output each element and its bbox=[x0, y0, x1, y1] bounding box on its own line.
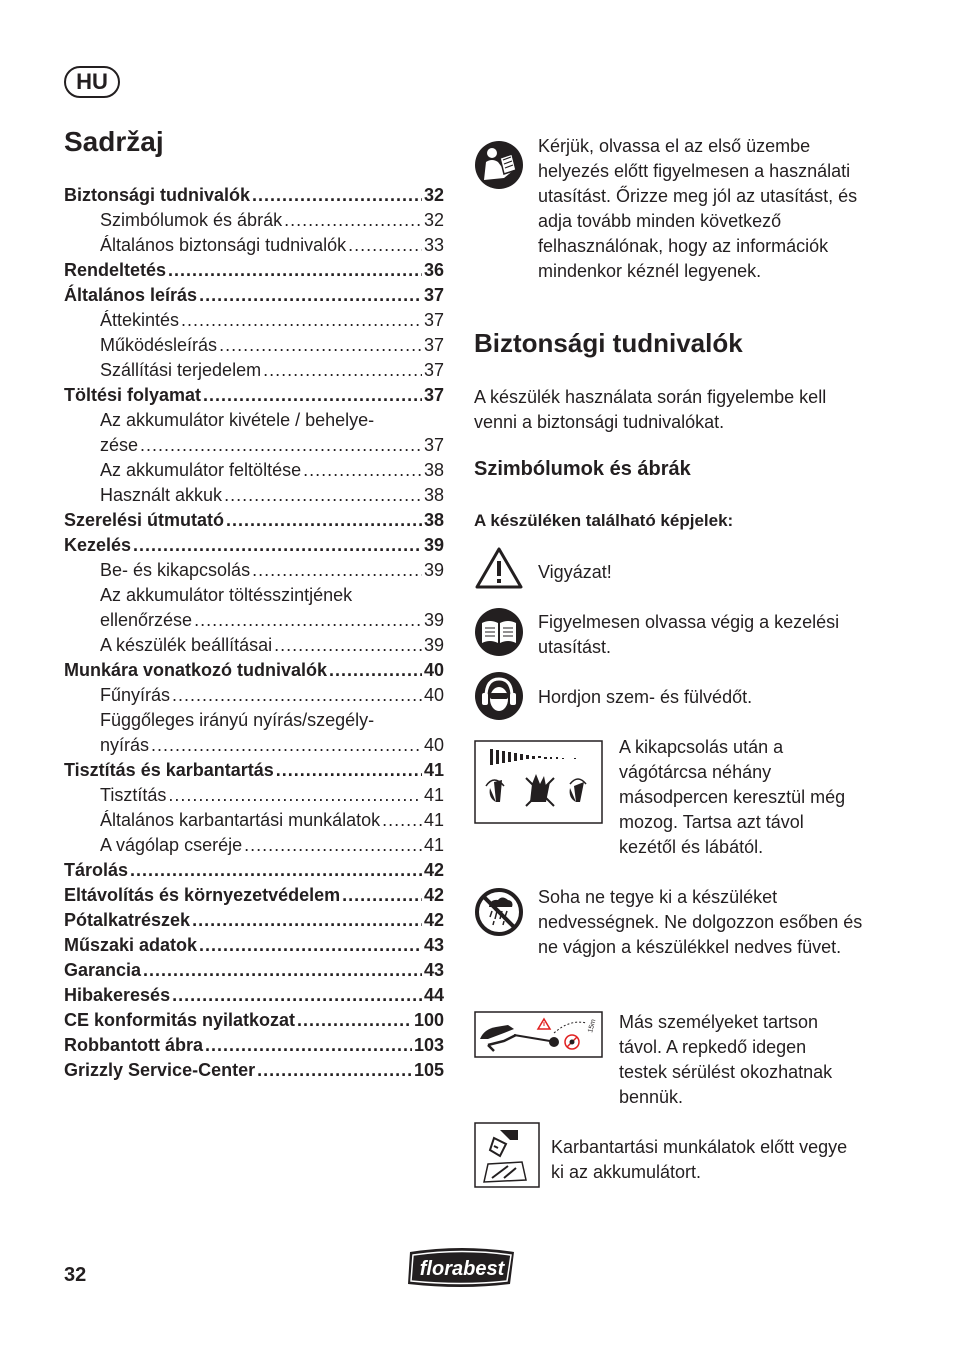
toc-item-page: 100 bbox=[413, 1010, 444, 1030]
toc-leader-dots bbox=[168, 783, 422, 808]
toc-item[interactable] bbox=[64, 958, 444, 983]
toc-item-page: 43 bbox=[423, 960, 444, 980]
toc-item-page: 41 bbox=[423, 835, 444, 855]
toc-item-page: 103 bbox=[413, 1035, 444, 1055]
read-manual-icon bbox=[474, 140, 524, 190]
toc-item-label: Rendeltetés bbox=[64, 260, 167, 280]
symbol-text: Más személyeket tartson távol. A repkedő idegen testek sérülést okozhatnak bennük. bbox=[619, 1012, 833, 1107]
toc-item-label: A vágólap cseréje bbox=[100, 835, 243, 855]
toc-leader-dots bbox=[219, 333, 422, 358]
toc-item[interactable] bbox=[64, 933, 444, 958]
toc-leader-dots bbox=[130, 858, 422, 883]
symbol-text: Karbantartási munkálatok előtt vegye ki az akkumulátort. bbox=[551, 1137, 848, 1182]
toc-item-label: Garancia bbox=[64, 960, 142, 980]
book-icon bbox=[474, 607, 524, 657]
toc-leader-dots bbox=[172, 683, 422, 708]
toc-item[interactable] bbox=[64, 808, 444, 833]
toc-leader-dots bbox=[263, 358, 422, 383]
toc-item[interactable] bbox=[64, 883, 444, 908]
toc-item-page: 40 bbox=[423, 685, 444, 705]
florabest-logo bbox=[406, 1246, 518, 1288]
toc-item-label: Függőleges irányú nyírás/szegély- bbox=[100, 710, 375, 730]
toc-leader-dots bbox=[151, 733, 422, 758]
toc-item[interactable] bbox=[64, 983, 444, 1008]
toc-item-label: Szállítási terjedelem bbox=[100, 360, 262, 380]
toc-leader-dots bbox=[203, 383, 422, 408]
section-text: A készülék használata során figyelembe kell venni a biztonsági tudnivalókat. bbox=[474, 387, 827, 432]
toc-item[interactable] bbox=[64, 1008, 444, 1033]
toc-item-page: 39 bbox=[423, 635, 444, 655]
toc-item-page: 39 bbox=[423, 610, 444, 630]
toc-item-page: 43 bbox=[423, 935, 444, 955]
toc-item-page: 41 bbox=[423, 760, 444, 780]
toc-item[interactable] bbox=[64, 508, 444, 533]
toc-leader-dots bbox=[297, 1008, 412, 1033]
toc-item-label: Be- és kikapcsolás bbox=[100, 560, 251, 580]
toc-leader-dots bbox=[257, 1058, 412, 1083]
toc-item-page: 38 bbox=[423, 485, 444, 505]
toc-item-page: 36 bbox=[423, 260, 444, 280]
toc-item-label: Robbantott ábra bbox=[64, 1035, 203, 1055]
toc-item-page: 40 bbox=[423, 735, 444, 755]
toc-item-label: Működésleírás bbox=[100, 335, 218, 355]
toc-item-page: 37 bbox=[423, 310, 444, 330]
toc-item-label: Tisztítás és karbantartás bbox=[64, 760, 274, 780]
toc-leader-dots bbox=[329, 658, 422, 683]
toc-item-label: nyírás bbox=[100, 735, 150, 755]
toc-item-label: A készülék beállításai bbox=[100, 635, 273, 655]
toc-item-label: Szimbólumok és ábrák bbox=[100, 210, 283, 230]
toc-item-page: 42 bbox=[423, 860, 444, 880]
toc-leader-dots bbox=[276, 758, 422, 783]
toc-leader-dots bbox=[252, 558, 422, 583]
symbol-text: Soha ne tegye ki a készüléket nedvességnek. Ne dolgozzon esőben és ne vágjon a készülékkel nedves füvet. bbox=[538, 887, 863, 957]
toc-item-page: 41 bbox=[423, 810, 444, 830]
toc-item-label: Használt akkuk bbox=[100, 485, 223, 505]
toc-leader-dots bbox=[342, 883, 422, 908]
toc-item[interactable] bbox=[64, 1033, 444, 1058]
toc-item-page: 44 bbox=[423, 985, 444, 1005]
toc-title: Sadržaj bbox=[64, 126, 164, 157]
toc-item-page: 40 bbox=[423, 660, 444, 680]
toc-item-label: Tisztítás bbox=[100, 785, 167, 805]
toc-item[interactable] bbox=[64, 908, 444, 933]
toc-item-page: 37 bbox=[423, 360, 444, 380]
eye-ear-protection-icon bbox=[474, 671, 524, 721]
no-rain-icon bbox=[474, 887, 524, 937]
toc-item-page: 39 bbox=[423, 535, 444, 555]
toc-item-label: Töltési folyamat bbox=[64, 385, 202, 405]
toc-item-page: 32 bbox=[423, 185, 444, 205]
toc-item-page: 42 bbox=[423, 885, 444, 905]
toc-item[interactable] bbox=[64, 308, 444, 333]
toc-item-label: Az akkumulátor kivétele / behelye- bbox=[100, 410, 375, 430]
toc-item-label: Általános karbantartási munkálatok bbox=[100, 810, 381, 830]
toc-leader-dots bbox=[168, 258, 422, 283]
toc-leader-dots bbox=[252, 183, 422, 208]
language-badge: HU bbox=[64, 66, 120, 98]
toc-item-label: Általános biztonsági tudnivalók bbox=[100, 235, 347, 255]
toc-item-page: 39 bbox=[423, 560, 444, 580]
toc-item-page: 37 bbox=[423, 285, 444, 305]
subsection-title: Szimbólumok és ábrák bbox=[474, 458, 691, 480]
symbol-text: Figyelmesen olvassa végig a kezelési utasítást. bbox=[538, 612, 840, 657]
toc-item-label: Hibakeresés bbox=[64, 985, 171, 1005]
toc-leader-dots bbox=[181, 308, 422, 333]
blade-rotation-icon bbox=[474, 740, 603, 824]
toc-leader-dots bbox=[382, 808, 422, 833]
toc-leader-dots bbox=[348, 233, 422, 258]
toc-item[interactable] bbox=[64, 258, 444, 283]
toc-item[interactable] bbox=[64, 658, 444, 683]
symbol-text: Hordjon szem- és fülvédőt. bbox=[538, 687, 753, 707]
toc-leader-dots bbox=[192, 908, 422, 933]
toc-item-label: Kezelés bbox=[64, 535, 132, 555]
toc-item-label: Az akkumulátor feltöltése bbox=[100, 460, 302, 480]
toc-item-page: 33 bbox=[423, 235, 444, 255]
toc-item-label: Grizzly Service-Center bbox=[64, 1060, 256, 1080]
toc-item-label: Eltávolítás és környezetvédelem bbox=[64, 885, 341, 905]
toc-item-label: Biztonsági tudnivalók bbox=[64, 185, 251, 205]
toc-item[interactable] bbox=[64, 1058, 444, 1083]
toc-item[interactable] bbox=[64, 483, 444, 508]
toc-item[interactable] bbox=[64, 533, 444, 558]
toc-item[interactable] bbox=[64, 633, 444, 658]
toc-item-page: 37 bbox=[423, 435, 444, 455]
toc-item-page: 41 bbox=[423, 785, 444, 805]
toc-item-page: 32 bbox=[423, 210, 444, 230]
remove-battery-icon bbox=[474, 1122, 540, 1188]
toc-leader-dots bbox=[140, 433, 422, 458]
toc-item-page: 105 bbox=[413, 1060, 444, 1080]
warning-triangle-icon bbox=[474, 546, 524, 590]
toc-item[interactable] bbox=[64, 283, 444, 308]
symbol-text: Vigyázat! bbox=[538, 562, 612, 582]
toc-item-label: Műszaki adatok bbox=[64, 935, 198, 955]
toc-leader-dots bbox=[224, 483, 422, 508]
toc-leader-dots bbox=[143, 958, 422, 983]
toc-item[interactable] bbox=[64, 608, 444, 633]
toc-item-page: 37 bbox=[423, 385, 444, 405]
toc-item[interactable] bbox=[64, 558, 444, 583]
toc-leader-dots bbox=[172, 983, 422, 1008]
toc-item-label: ellenőrzése bbox=[100, 610, 193, 630]
toc-item[interactable] bbox=[64, 183, 444, 208]
toc-item[interactable] bbox=[64, 783, 444, 808]
toc-item-page: 38 bbox=[423, 460, 444, 480]
toc-item[interactable] bbox=[64, 458, 444, 483]
toc-leader-dots bbox=[303, 458, 422, 483]
table-of-contents bbox=[64, 183, 444, 1083]
toc-leader-dots bbox=[199, 933, 422, 958]
toc-item[interactable] bbox=[64, 758, 444, 783]
toc-item[interactable] bbox=[64, 858, 444, 883]
toc-item-page: 38 bbox=[423, 510, 444, 530]
symbols-heading: A készüléken található képjelek: bbox=[474, 511, 734, 530]
toc-item-label: Fűnyírás bbox=[100, 685, 171, 705]
toc-item[interactable] bbox=[64, 683, 444, 708]
intro-text: Kérjük, olvassa el az első üzembe helyezés előtt figyelmesen a használati utasítást. Őrizze meg jól az utasítást, és adja tovább minden következő felhasználónak, hogy az információk mindenkor kéznél legyenek. bbox=[538, 136, 858, 281]
toc-item[interactable] bbox=[64, 833, 444, 858]
toc-leader-dots bbox=[284, 208, 422, 233]
toc-item-label: Általános leírás bbox=[64, 285, 198, 305]
toc-item-label: zése bbox=[100, 435, 139, 455]
section-title: Biztonsági tudnivalók bbox=[474, 328, 743, 358]
toc-item[interactable] bbox=[64, 208, 444, 233]
toc-leader-dots bbox=[244, 833, 422, 858]
toc-item-page: 42 bbox=[423, 910, 444, 930]
toc-leader-dots bbox=[226, 508, 422, 533]
toc-item[interactable] bbox=[64, 233, 444, 258]
keep-distance-icon bbox=[474, 1011, 603, 1058]
toc-item[interactable] bbox=[64, 358, 444, 383]
toc-leader-dots bbox=[274, 633, 422, 658]
toc-item[interactable] bbox=[64, 733, 444, 758]
symbol-text: A kikapcsolás után a vágótárcsa néhány másodpercen keresztül még mozog. Tartsa azt távol kezétől és lábától. bbox=[619, 737, 846, 857]
toc-item-label: Áttekintés bbox=[100, 310, 180, 330]
toc-item-label: Szerelési útmutató bbox=[64, 510, 225, 530]
toc-item-label: Az akkumulátor töltésszintjének bbox=[100, 585, 353, 605]
toc-item-label: Munkára vonatkozó tudnivalók bbox=[64, 660, 328, 680]
toc-leader-dots bbox=[133, 533, 422, 558]
page-number: 32 bbox=[64, 1264, 87, 1286]
toc-item-label: Tárolás bbox=[64, 860, 129, 880]
toc-item[interactable] bbox=[64, 433, 444, 458]
toc-leader-dots bbox=[199, 283, 422, 308]
brand-wordmark: florabest bbox=[419, 1258, 505, 1280]
distance-label: 15m bbox=[587, 1018, 598, 1034]
toc-item[interactable] bbox=[64, 333, 444, 358]
toc-item-label: Pótalkatrészek bbox=[64, 910, 191, 930]
toc-item[interactable] bbox=[64, 383, 444, 408]
toc-leader-dots bbox=[205, 1033, 412, 1058]
toc-leader-dots bbox=[194, 608, 422, 633]
toc-item-page: 37 bbox=[423, 335, 444, 355]
toc-item-label: CE konformitás nyilatkozat bbox=[64, 1010, 296, 1030]
